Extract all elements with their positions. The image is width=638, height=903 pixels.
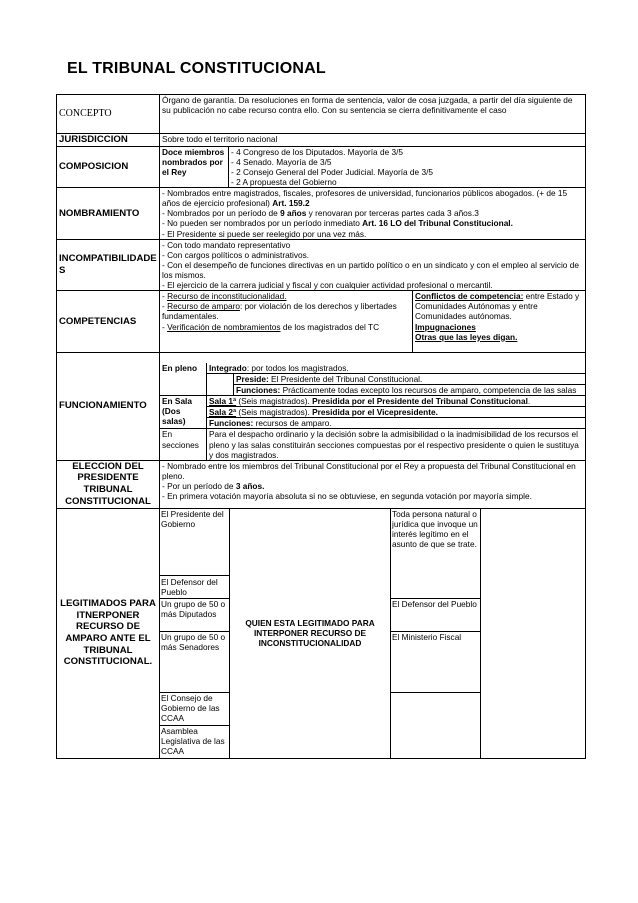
inconstitucionalidad-header: QUIEN ESTA LEGITIMADO PARA INTERPONER RECURSO DE INCONSTITUCIONALIDAD: [230, 509, 391, 758]
preside-term: Preside:: [236, 373, 269, 384]
legitimado-amparo-item: El Ministerio Fiscal: [391, 631, 481, 692]
incompatibilidad-item: - Con cargos políticos o administrativos.: [162, 249, 310, 260]
legitimado-item: El Presidente del Gobierno: [160, 509, 230, 576]
legitimados-label: LEGITIMADOS PARA ITNERPONER RECURSO DE AMPARO ANTE EL TRIBUNAL CONSTITUCIONAL.: [57, 508, 160, 758]
competencia-item: Conflictos de competencia:: [415, 291, 524, 302]
summary-table: [56, 94, 586, 759]
legitimado-item: Un grupo de 50 o más Senadores: [160, 631, 230, 692]
sala-funciones-desc: recursos de amparo.: [253, 418, 332, 429]
competencia-desc: : por violación de los derechos y libertades fundamentales.: [162, 301, 397, 322]
term-years: 9 años: [280, 208, 307, 219]
jurisdiccion-label: JURISDICCION: [57, 134, 160, 147]
article-ref: Art. 159.2: [272, 198, 310, 209]
incompatibilidad-item: - Con todo mandato representativo: [162, 239, 291, 250]
incompatibilidad-item: - Con el desempeño de funciones directivas en un partido político o en un sindicato y con el empleo al servicio de los mismos.: [162, 259, 579, 281]
concepto-text: Órgano de garantía. Da resoluciones en forma de sentencia, valor de cosa juzgada, a partir del día siguiente de su publicación no cabe recurso contra ello. Con su sentencia se cierra definitivamente el caso: [160, 95, 586, 134]
nombramiento-line: - El Presidente si puede ser reelegido por una vez más.: [162, 228, 367, 239]
incompatibilidades-label: INCOMPATIBILIDADES: [57, 239, 160, 291]
composicion-left: Doce miembros nombrados por el Rey: [160, 147, 229, 187]
competencia-item: Impugnaciones: [415, 321, 476, 332]
sala1-desc: (Seis magistrados).: [236, 396, 313, 407]
nombramiento-line: - Nombrados por un período de: [162, 208, 281, 219]
pleno-term: Integrado: [209, 362, 247, 373]
composicion-inner: [160, 147, 585, 187]
incompatibilidad-item: - El ejercicio de la carrera judicial y fiscal y con cualquier actividad profesional o mercantil.: [162, 280, 493, 291]
competencia-item: Otras que las leyes digan.: [415, 331, 518, 342]
legitimados-inner: [160, 509, 585, 758]
composicion-item: - 4 Senado. Mayoría de 3/5: [231, 156, 332, 167]
concepto-label: CONCEPTO: [57, 95, 160, 134]
composicion-label: COMPOSICION: [57, 146, 160, 187]
secciones-text: Para el despacho ordinario y la decisión sobre la admisibilidad o la inadmisibilidad de los recursos el pleno y las salas constituirán secciones compuestas por el respectivo presidente o quien le sustituya y dos magistrados.: [207, 429, 586, 460]
nombramiento-text: [160, 188, 586, 240]
secciones-label: En secciones: [160, 429, 207, 460]
page-title: EL TRIBUNAL CONSTITUCIONAL: [67, 60, 326, 77]
nombramiento-label: NOMBRAMIENTO: [57, 188, 160, 240]
eleccion-line: - Por un período de: [162, 480, 236, 491]
funciones-term: Funciones:: [236, 385, 281, 395]
sala-funciones-term: Funciones:: [209, 418, 254, 429]
term-years: 3 años.: [235, 480, 265, 491]
sala2-desc: (Seis magistrados).: [236, 407, 313, 418]
competencia-item: Recurso de amparo: [167, 301, 240, 312]
sala2-term: Sala 2ª: [209, 407, 237, 418]
row-jurisdiccion: [57, 134, 586, 147]
legitimado-item: El Defensor del Pueblo: [160, 575, 230, 598]
legitimado-item: Asamblea Legislativa de las CCAA: [160, 725, 230, 758]
jurisdiccion-text: Sobre todo el territorio nacional: [160, 134, 586, 147]
row-legitimados: [57, 508, 586, 758]
eleccion-line: - Nombrado entre los miembros del Tribunal Constitucional por el Rey a propuesta del Tribunal Constitucional en pleno.: [162, 460, 576, 481]
legitimado-item: Un grupo de 50 o más Diputados: [160, 598, 230, 631]
eleccion-label: ELECCION DEL PRESIDENTE TRIBUNAL CONSTITUCIONAL: [57, 460, 160, 508]
pleno-desc: : por todos los magistrados.: [246, 362, 349, 373]
composicion-item: - 2 A propuesta del Gobierno: [231, 177, 337, 188]
nombramiento-line: y renovaran por terceras partes cada 3 años.3: [306, 208, 479, 219]
sala-label: En Sala (Dos salas): [160, 396, 207, 429]
pleno-label: En pleno: [160, 363, 207, 396]
composicion-item: - 2 Consejo General del Poder Judicial. Mayoría de 3/5: [231, 166, 434, 177]
competencia-desc: entre Estado y Comunidades Autónomas y entre Comunidades autónomas.: [415, 291, 580, 322]
funciones-desc: Prácticamente todas excepto los recursos de amparo, competencia de las salas: [280, 385, 577, 395]
row-concepto: [57, 95, 586, 134]
funcionamiento-label: FUNCIONAMIENTO: [57, 352, 160, 460]
sala1-term: Sala 1ª: [209, 396, 237, 407]
row-nombramiento: [57, 188, 586, 240]
eleccion-line: - En primera votación mayoría absoluta si no se obtuviese, en segunda votación por mayoría simple.: [162, 491, 532, 502]
row-composicion: [57, 146, 586, 187]
row-incompatibilidades: [57, 239, 586, 291]
competencia-item: Recurso de inconstitucionalidad.: [167, 291, 287, 302]
legitimado-item: El Consejo de Gobierno de las CCAA: [160, 692, 230, 725]
row-funcionamiento: [57, 352, 586, 460]
sala1-president: Presidida por el Presidente del Tribunal Constitucional: [312, 396, 528, 407]
legitimado-amparo-item: El Defensor del Pueblo: [391, 598, 481, 631]
sala2-president: Presidida por el Vicepresidente.: [312, 407, 438, 418]
competencia-desc: de los magistrados del TC: [280, 321, 380, 332]
article-ref: Art. 16 LO del Tribunal Constitucional.: [362, 218, 513, 229]
competencias-label: COMPETENCIAS: [57, 291, 160, 353]
composicion-item: - 4 Congreso de los Diputados. Mayoría de 3/5: [231, 146, 404, 157]
competencia-item: Verificación de nombramientos: [167, 321, 281, 332]
nombramiento-line: - No pueden ser nombrados por un período inmediato: [162, 218, 363, 229]
nombramiento-line: - Nombrados entre magistrados, fiscales, profesores de universidad, funcionarios públicos abogados. (+ de 15 años de ejercicio profesional): [162, 188, 568, 209]
row-competencias: COMPETENCIAS - Recurso de inconstitucionalidad. - Recurso de amparo: por violación de los derechos y libertades fundamentales. - Verificación de nombramientos de los magistrados del TC Conflictos de competencia: entre Estado y Comunidades Autónomas y entre Comunidades autónomas. Impugnaciones Otras que las leyes digan.: [57, 291, 586, 353]
funcionamiento-inner: En pleno Integrado: por todos los magistrados. Preside: El Presidente del Tribunal Constitucional. Funciones: Prácticamente todas excepto los recursos de amparo, competencia de las salas En Sala (Dos salas) Sala 1ª (Seis magistrados). Presidida por el Presidente del Tribunal Constitucional. Sala 2ª (Seis magistrados). Presidida por el Vicepresidente. Funciones: recursos de amparo. En secciones Para el despacho ordinario y la decisión sobre la admisibilidad o la inadmisibilidad de los recursos el pleno y las salas constituirán secciones compuestas por el respectivo presidente o quien le sustituya y dos magistrados.: [160, 363, 585, 460]
legitimado-amparo-item: Toda persona natural o jurídica que invoque un interés legítimo en el asunto de que se trate.: [391, 509, 481, 599]
preside-desc: El Presidente del Tribunal Constitucional.: [268, 373, 423, 384]
row-eleccion: [57, 460, 586, 508]
